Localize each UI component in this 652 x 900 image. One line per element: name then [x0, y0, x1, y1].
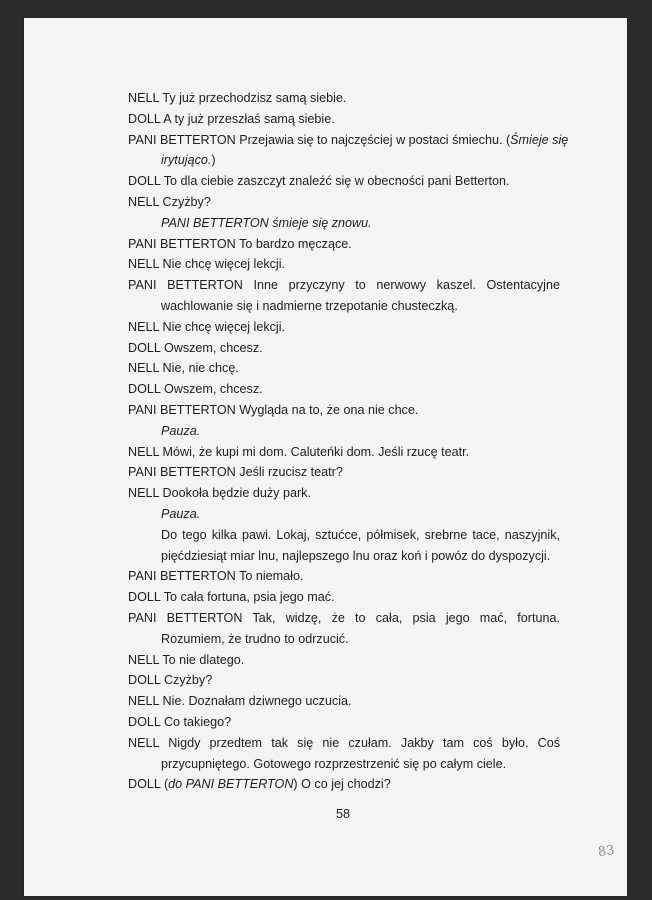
dialogue-text: Nie chcę więcej lekcji. — [162, 319, 286, 334]
dialogue-line — [128, 109, 560, 130]
dialogue-line — [128, 608, 560, 650]
speaker-name: DOLL — [128, 382, 161, 397]
dialogue-line — [128, 774, 560, 795]
dialogue-text: Czyżby? — [163, 673, 213, 688]
dialogue-text: To bardzo męczące. — [239, 236, 352, 251]
dialogue-text: Owszem, chcesz. — [163, 382, 263, 397]
speaker-name: DOLL — [128, 590, 161, 605]
dialogue-text: Jeśli rzucisz teatr? — [239, 465, 343, 480]
speaker-name: NELL — [128, 652, 160, 667]
speaker-name: DOLL — [128, 715, 161, 729]
dialogue-text: Wygląda na to, że ona nie chce. — [239, 403, 419, 417]
speaker-name: NELL — [128, 319, 160, 334]
speaker-name: NELL — [128, 257, 160, 272]
speaker-name: NELL — [128, 486, 160, 501]
dialogue-text: Nie, nie chcę. — [162, 361, 239, 376]
speaker-name: NELL — [128, 735, 160, 750]
dialogue-text: ( — [163, 777, 169, 792]
dialogue-line — [128, 338, 560, 359]
dialogue-continuation: Do tego kilka pawi. Lokaj, sztućce, półmisek, srebrne tace, naszyjnik, pięćdziesiąt miar lnu, najlepszego lnu oraz koń i powóz do dyspozycji. — [161, 527, 560, 563]
speaker-name: NELL — [128, 361, 160, 376]
dialogue-line — [128, 566, 560, 587]
manuscript-page — [24, 18, 627, 896]
dialogue-text: Nie chcę więcej lekcji. — [162, 257, 286, 272]
handwritten-page-mark: 83 — [597, 842, 616, 861]
speaker-name: PANI BETTERTON — [128, 569, 236, 584]
speaker-name: NELL — [128, 444, 160, 459]
stage-direction: PANI BETTERTON śmieje się znowu. — [161, 215, 372, 230]
dialogue-line — [128, 234, 560, 255]
dialogue-line — [128, 442, 560, 463]
speaker-name: NELL — [128, 195, 160, 209]
speaker-name: DOLL — [128, 174, 161, 189]
speaker-name: PANI BETTERTON — [128, 236, 236, 251]
dialogue-text: Czyżby? — [162, 195, 211, 209]
stage-direction: do PANI BETTERTON — [168, 777, 294, 792]
dialogue-line — [128, 712, 560, 733]
dialogue-text: Przejawia się to najczęściej w postaci śmiechu. ( — [239, 132, 511, 147]
speaker-name: PANI BETTERTON — [128, 278, 243, 293]
dialogue-line — [128, 400, 560, 421]
dialogue-text: Co takiego? — [163, 715, 232, 729]
dialogue-line — [128, 462, 560, 483]
stage-direction: Pauza. — [161, 423, 201, 438]
dialogue-line — [128, 88, 560, 109]
dialogue-line — [128, 483, 560, 504]
dialogue-text: To nie dlatego. — [162, 652, 245, 667]
dialogue-line — [128, 670, 560, 691]
speaker-name: PANI BETTERTON — [128, 403, 236, 417]
speaker-name: NELL — [128, 91, 160, 105]
dialogue-line — [128, 317, 560, 338]
dialogue-text: Tak, widzę, że to cała, psia jego mać, fortuna. Rozumiem, że trudno to odrzucić. — [161, 611, 560, 646]
dialogue-line — [128, 192, 560, 213]
dialogue-text: Nie. Doznałam dziwnego uczucia. — [162, 694, 352, 709]
dialogue-text: To dla ciebie zaszczyt znaleźć się w obecności pani Betterton. — [163, 174, 510, 189]
dialogue-line — [128, 171, 560, 192]
speaker-name: PANI BETTERTON — [128, 132, 236, 147]
dialogue-line — [128, 275, 560, 317]
page-number: 58 — [336, 807, 351, 821]
dialogue-text: Dookoła będzie duży park. — [162, 486, 311, 501]
stage-direction: irytująco. — [161, 153, 212, 168]
dialogue-line — [128, 650, 560, 671]
stage-direction: Śmieje się — [510, 132, 569, 147]
dialogue-line — [128, 733, 560, 775]
dialogue-text: A ty już przeszłaś samą siebie. — [163, 111, 335, 126]
speaker-name: PANI BETTERTON — [128, 611, 243, 625]
dialogue-text: Ty już przechodzisz samą siebie. — [162, 91, 347, 105]
dialogue-text: Inne przyczyny to nerwowy kaszel. Ostentacyjne wachlowanie się i nadmierne trzepotanie chusteczką. — [161, 278, 560, 313]
dialogue-text: ) O co jej chodzi? — [293, 777, 391, 792]
dialogue-text: Mówi, że kupi mi dom. Caluteńki dom. Jeśli rzucę teatr. — [162, 444, 470, 459]
speaker-name: DOLL — [128, 673, 161, 688]
dialogue-line — [128, 358, 560, 379]
dialogue-text: ) — [211, 153, 216, 168]
dialogue-text: To cała fortuna, psia jego mać. — [163, 590, 335, 605]
speaker-name: PANI BETTERTON — [128, 465, 236, 480]
dialogue-line — [128, 691, 560, 712]
dialogue-text: To niemało. — [239, 569, 304, 584]
dialogue-text: Owszem, chcesz. — [163, 340, 263, 355]
speaker-name: DOLL — [128, 111, 161, 126]
stage-direction: Pauza. — [161, 507, 201, 521]
speaker-name: DOLL — [128, 777, 161, 792]
speaker-name: NELL — [128, 694, 160, 709]
dialogue-line — [128, 254, 560, 275]
dialogue-line — [128, 587, 560, 608]
dialogue-text: Nigdy przedtem tak się nie czułam. Jakby tam coś było. Coś przycupniętego. Gotowego rozprzestrzenić się po całym ciele. — [161, 735, 561, 771]
speaker-name: DOLL — [128, 340, 161, 355]
dialogue-line — [128, 130, 569, 172]
dialogue-line — [128, 379, 560, 400]
